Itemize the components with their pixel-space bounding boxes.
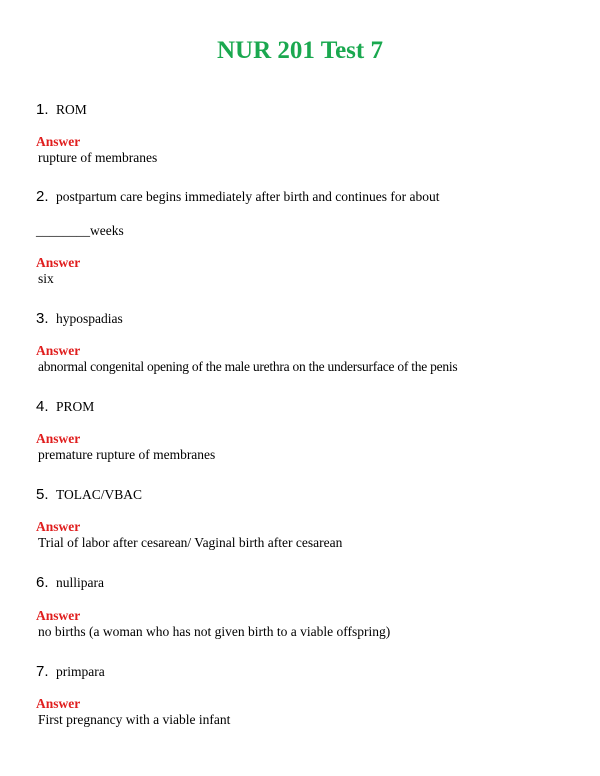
- question-2: [36, 188, 440, 206]
- answer-label: Answer: [36, 134, 81, 149]
- question-text: PROM: [56, 399, 95, 414]
- question-number: 5.: [36, 486, 49, 503]
- question-1: [36, 101, 87, 119]
- answer-label: Answer: [36, 696, 81, 711]
- answer-label: Answer: [36, 519, 81, 534]
- question-number: 2.: [36, 188, 49, 205]
- question-number: 7.: [36, 663, 49, 680]
- answer-text: abnormal congenital opening of the male urethra on the undersurface of the penis: [38, 359, 458, 374]
- answer-label: Answer: [36, 431, 81, 446]
- answer-text: premature rupture of membranes: [38, 447, 216, 462]
- question-text: nullipara: [56, 575, 104, 590]
- question-5: [36, 486, 142, 504]
- question-text: ROM: [56, 102, 87, 117]
- question-7: [36, 663, 105, 681]
- answer-text: six: [38, 271, 54, 286]
- question-number: 6.: [36, 574, 49, 591]
- question-4: [36, 398, 94, 416]
- question-text: postpartum care begins immediately after birth and continues for about: [56, 189, 440, 204]
- page-title: NUR 201 Test 7: [217, 37, 383, 64]
- answer-text: rupture of membranes: [38, 150, 158, 165]
- answer-text: no births (a woman who has not given birth to a viable offspring): [38, 624, 391, 639]
- question-3: [36, 310, 123, 328]
- question-number: 4.: [36, 398, 49, 415]
- question-number: 1.: [36, 101, 49, 118]
- answer-label: Answer: [36, 255, 81, 270]
- question-text: hypospadias: [56, 311, 123, 326]
- question-6: [36, 574, 104, 592]
- answer-text: First pregnancy with a viable infant: [38, 712, 231, 727]
- question-text: TOLAC/VBAC: [56, 487, 143, 502]
- answer-label: Answer: [36, 608, 81, 623]
- answer-label: Answer: [36, 343, 81, 358]
- question-number: 3.: [36, 310, 49, 327]
- question-text: primpara: [56, 664, 105, 679]
- question-continuation: ________weeks: [36, 223, 124, 238]
- answer-text: Trial of labor after cesarean/ Vaginal birth after cesarean: [38, 535, 343, 550]
